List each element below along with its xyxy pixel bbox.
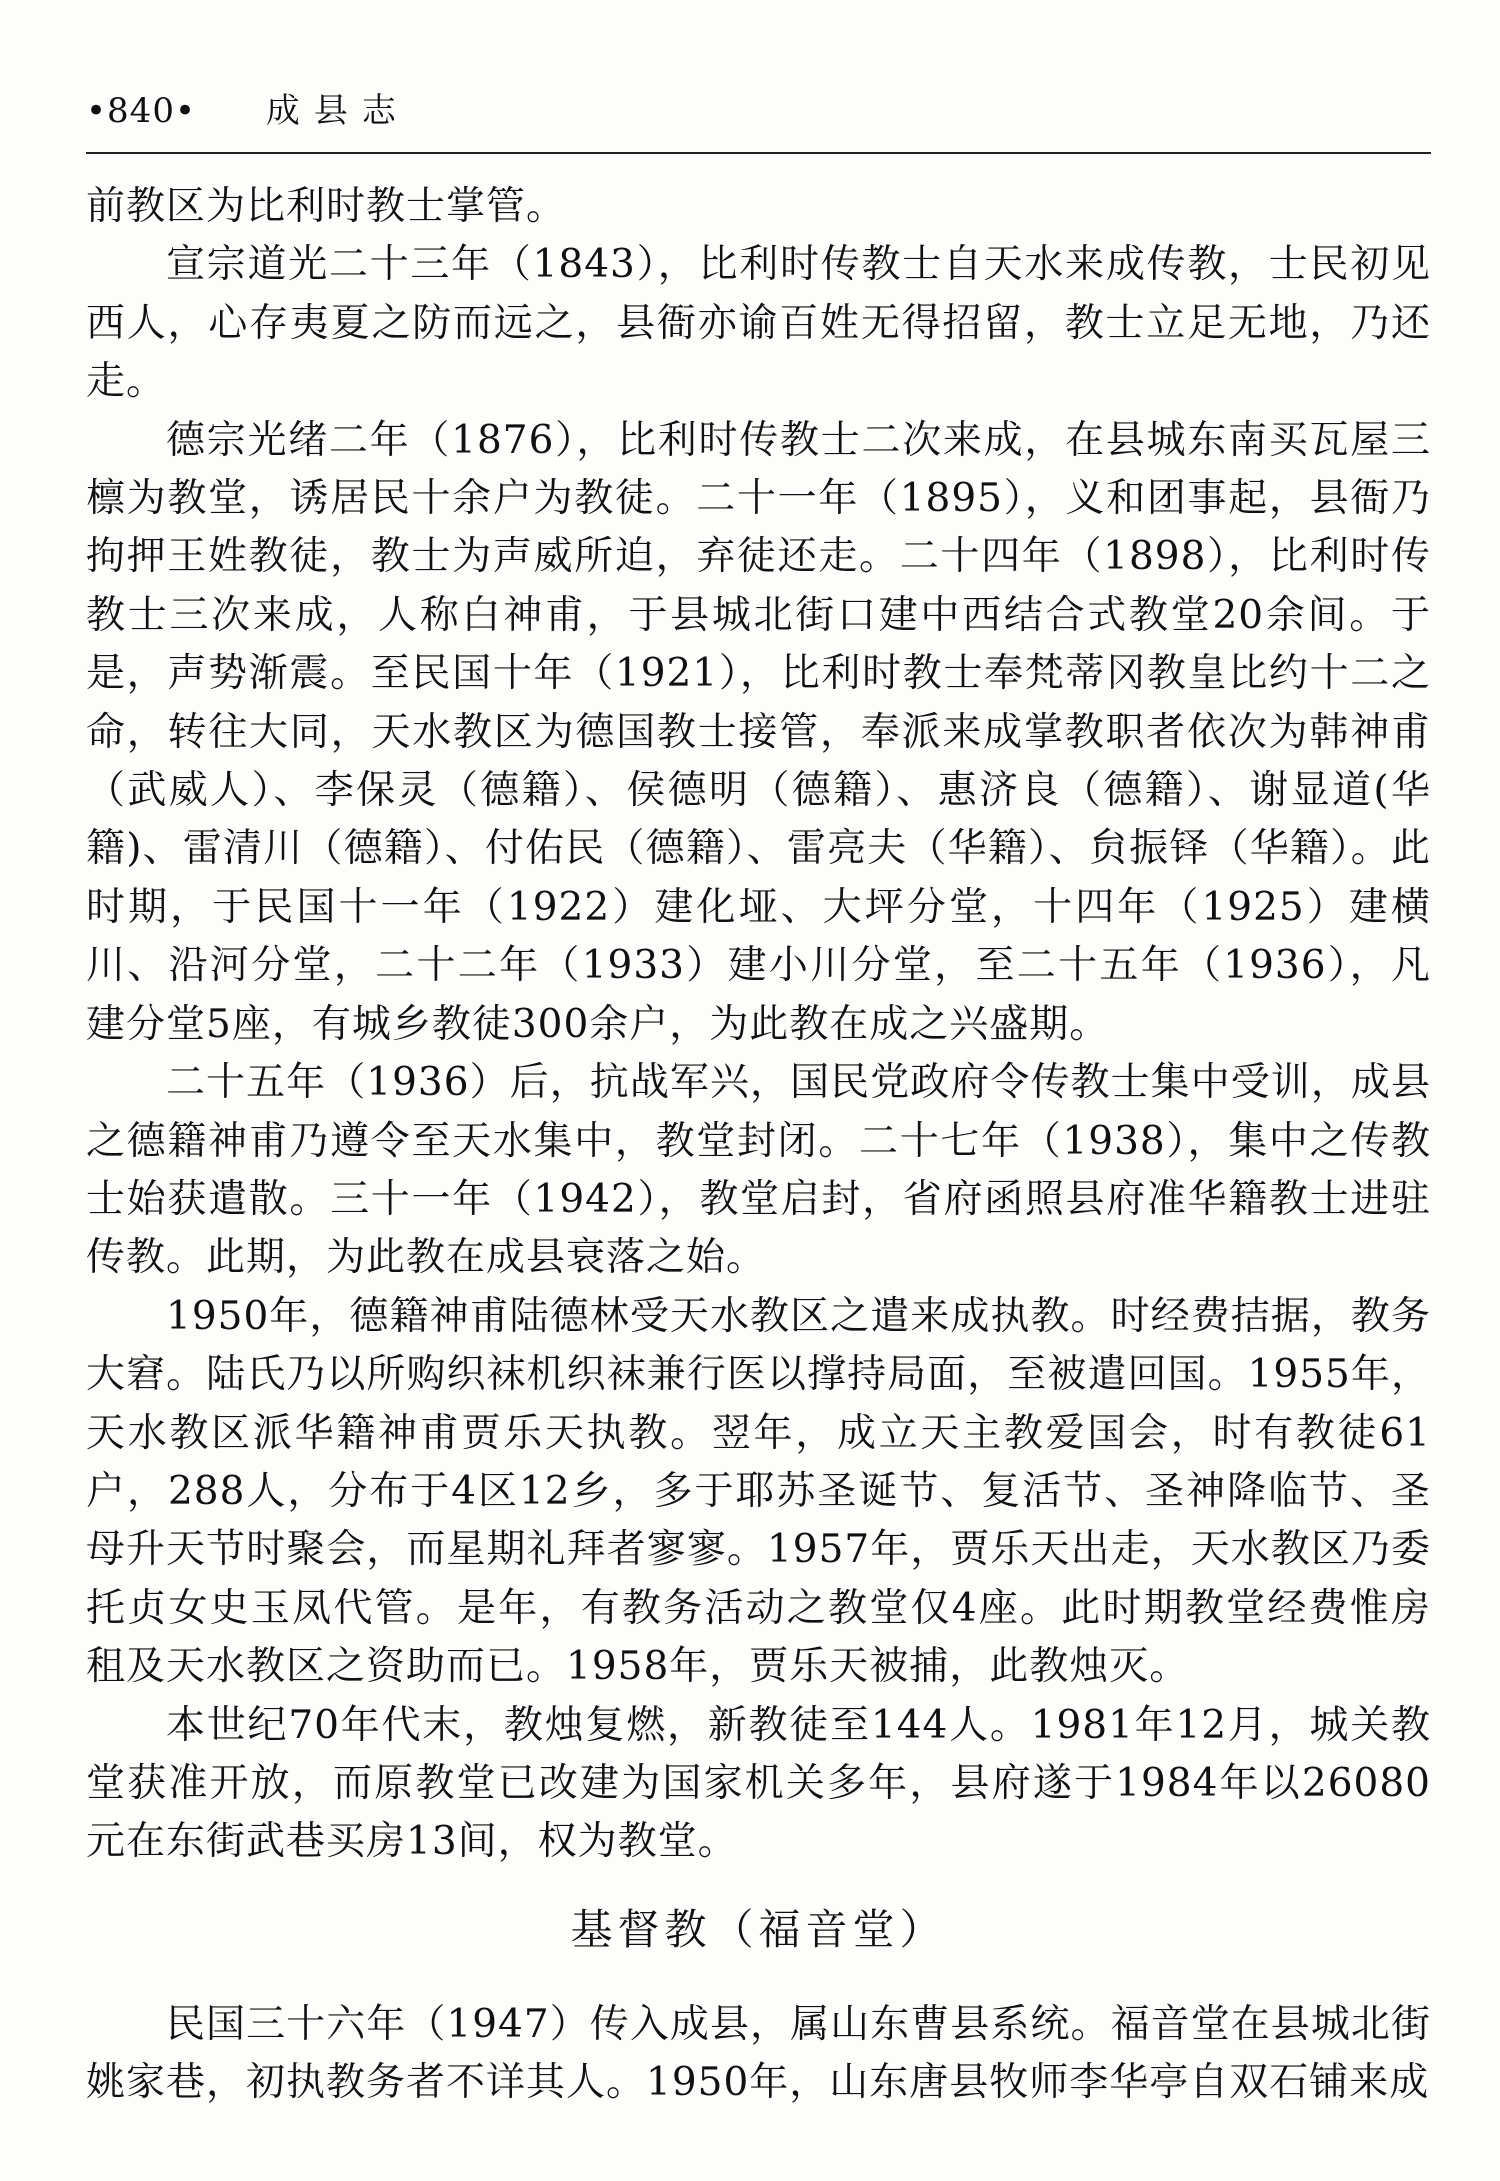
book-title: 成县志: [265, 91, 410, 131]
paragraph: 宣宗道光二十三年（1843），比利时传教士自天水来成传教，士民初见西人，心存夷夏之防而远之，县衙亦谕百姓无得招留，教士立足无地，乃还走。: [86, 242, 1431, 405]
section-heading: 基督教（福音堂）: [570, 1904, 947, 1954]
paragraph: 二十五年（1936）后，抗战军兴，国民党政府令传教士集中受训，成县之德籍神甫乃遵令至天水集中，教堂封闭。二十七年（1938），集中之传教士始获遣散。三十一年（1942），教堂启封，省府函照县府准华籍教士进驻传教。此期，为此教在成县衰落之始。: [86, 1060, 1431, 1281]
paragraph: 德宗光绪二年（1876），比利时传教士二次来成，在县城东南买瓦屋三檩为教堂，诱居民十余户为教徒。二十一年（1895），义和团事起，县衙乃拘押王姓教徒，教士为声威所迫，弃徒还走。二十四年（1898），比利时传教士三次来成，人称白神甫，于县城北街口建中西结合式教堂20余间。于是，声势渐震。至民国十年（1921），比利时教士奉梵蒂冈教皇比约十二之命，转往大同，天水教区为德国教士接管，奉派来成掌教职者依次为韩神甫（武威人）、李保灵（德籍）、侯德明（德籍）、惠济良（德籍）、谢显道(华籍)、雷清川（德籍）、付佑民（德籍）、雷亮夫（华籍）、贠振铎（华籍）。此时期，于民国十一年（1922）建化垭、大坪分堂，十四年（1925）建横川、沿河分堂，二十二年（1933）建小川分堂，至二十五年（1936），凡建分堂5座，有城乡教徒300余户，为此教在成之兴盛期。: [86, 417, 1431, 1047]
body-text: [86, 178, 1431, 2113]
paragraph-continued: 前教区为比利时教士掌管。: [86, 184, 567, 229]
page-number: •840•: [86, 91, 197, 131]
paragraph: 民国三十六年（1947）传入成县，属山东曹县系统。福音堂在县城北街姚家巷，初执教务者不详其人。1950年，山东唐县牧师李华亭自双石铺来成: [86, 2001, 1431, 2106]
running-header: [86, 88, 1426, 134]
header-rule: [86, 152, 1431, 154]
paragraph: 本世纪70年代末，教烛复燃，新教徒至144人。1981年12月，城关教堂获准开放，而原教堂已改建为国家机关多年，县府遂于1984年以26080元在东街武巷买房13间，权为教堂。: [86, 1702, 1431, 1865]
paragraph: 1950年，德籍神甫陆德林受天水教区之遣来成执教。时经费拮据，教务大窘。陆氏乃以所购织袜机织袜兼行医以撑持局面，至被遣回国。1955年，天水教区派华籍神甫贾乐天执教。翌年，成立天主教爱国会，时有教徒61户，288人，分布于4区12乡，多于耶苏圣诞节、复活节、圣神降临节、圣母升天节时聚会，而星期礼拜者寥寥。1957年，贾乐天出走，天水教区乃委托贞女史玉凤代管。是年，有教务活动之教堂仅4座。此时期教堂经费惟房租及天水教区之资助而已。1958年，贾乐天被捕，此教烛灭。: [86, 1293, 1431, 1690]
